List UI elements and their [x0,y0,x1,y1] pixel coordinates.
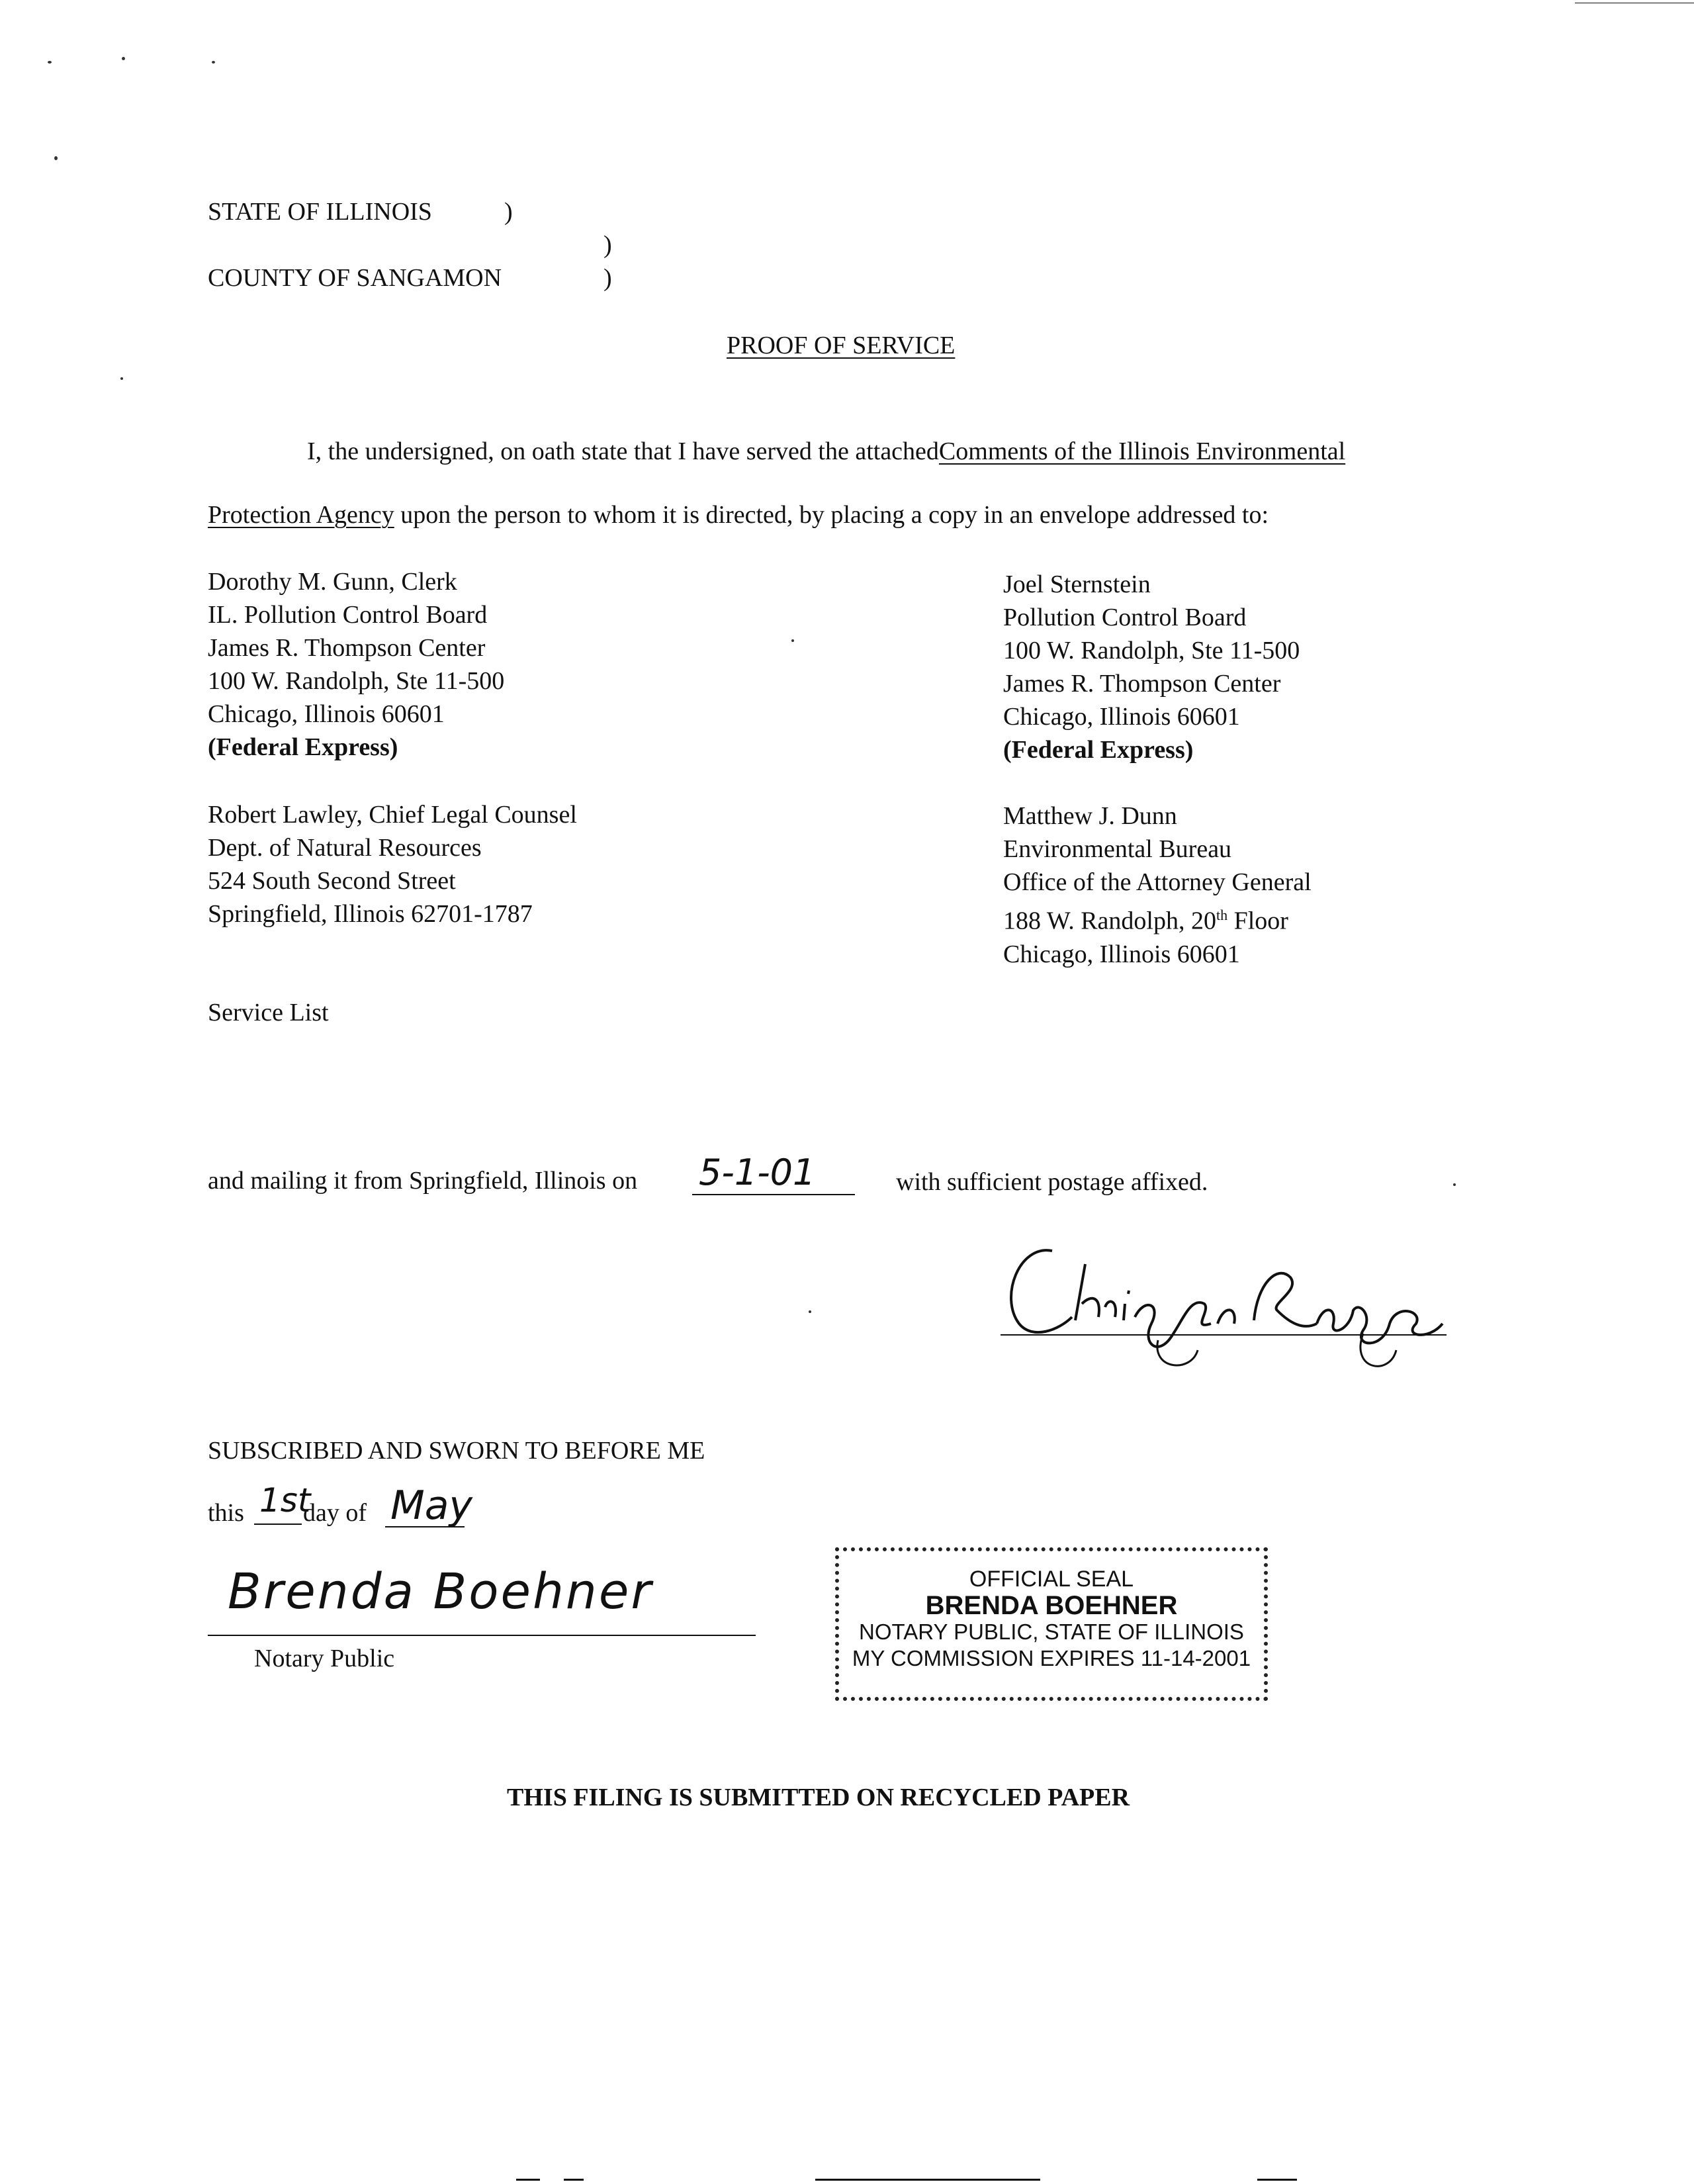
notary-public-label: Notary Public [254,1645,395,1672]
address-line: Springfield, Illinois 62701-1787 [208,900,533,928]
address-line: Dept. of Natural Resources [208,834,482,862]
date-underline [692,1194,855,1195]
address-line: Pollution Control Board [1003,604,1247,631]
handwritten-month: May [390,1482,473,1529]
state-caption: STATE OF ILLINOIS [208,198,432,226]
signature-line [1001,1334,1447,1336]
scan-edge-mark [564,2179,584,2181]
scan-edge-mark [516,2179,540,2181]
body-intro [307,437,1345,466]
county-caption: COUNTY OF SANGAMON [208,264,502,292]
handwritten-day: 1st [259,1481,311,1520]
ordinal-suffix: th [1216,907,1228,923]
address-line: Robert Lawley, Chief Legal Counsel [208,801,577,829]
scan-speck [791,639,794,642]
delivery-method: (Federal Express) [1003,736,1194,764]
address-dunn [1003,799,1312,971]
seal-line: OFFICIAL SEAL [969,1567,1134,1592]
mailing-suffix: with sufficient postage affixed. [896,1168,1208,1196]
document-name: Comments of the Illinois Environmental [938,437,1346,465]
document-name-cont: Protection Agency [208,501,394,529]
address-line: IL. Pollution Control Board [208,601,488,629]
address-gunn [208,565,504,764]
document-title: PROOF OF SERVICE [727,332,956,359]
address-line-text: Floor [1227,907,1288,935]
signature-image [993,1224,1456,1377]
scan-speck [48,61,52,64]
seal-line: NOTARY PUBLIC, STATE OF ILLINOIS [859,1619,1244,1644]
month-underline [385,1526,465,1527]
scan-edge-mark [815,2179,1040,2181]
recycled-paper-notice: THIS FILING IS SUBMITTED ON RECYCLED PAPER [507,1784,1130,1811]
address-line: 100 W. Randolph, Ste 11-500 [1003,637,1300,664]
address-line: Matthew J. Dunn [1003,802,1177,830]
address-line: Dorothy M. Gunn, Clerk [208,568,457,596]
scan-speck [54,156,58,160]
address-line: Environmental Bureau [1003,835,1232,863]
address-sternstein [1003,568,1300,766]
address-line-text: 188 W. Randolph, 20 [1003,907,1216,935]
jurat-heading: SUBSCRIBED AND SWORN TO BEFORE ME [208,1437,705,1465]
address-line [1003,899,1312,938]
intro-text: I, the undersigned, on oath state that I have served the attached [307,437,939,465]
day-underline [254,1524,302,1525]
address-line: Office of the Attorney General [1003,868,1312,896]
caption-paren: ) [603,231,612,259]
caption-paren: ) [603,264,612,292]
address-line: 524 South Second Street [208,867,456,895]
body-intro-continued [208,500,1269,529]
scan-speck [122,57,125,60]
service-list: Service List [208,999,329,1026]
scan-speck [212,61,215,64]
intro-rest: upon the person to whom it is directed, by placing a copy in an envelope addressed to: [400,501,1269,529]
caption-paren: ) [504,198,513,226]
scan-speck [809,1310,811,1313]
address-line: Chicago, Illinois 60601 [1003,940,1240,968]
notary-seal-stamp [835,1547,1268,1701]
address-line: Chicago, Illinois 60601 [208,700,445,728]
scan-speck [1453,1183,1456,1186]
scan-speck [120,377,123,380]
jurat-day-of: day of [303,1499,367,1527]
address-lawley [208,798,577,931]
delivery-method: (Federal Express) [208,733,398,761]
address-line: James R. Thompson Center [1003,670,1281,698]
scan-edge-mark [1257,2179,1297,2181]
seal-line: MY COMMISSION EXPIRES 11-14-2001 [852,1646,1251,1670]
signature-text: Chris R. Roby [993,1224,997,1225]
address-line: Joel Sternstein [1003,570,1151,598]
address-line: 100 W. Randolph, Ste 11-500 [208,667,505,695]
notary-signature-line [208,1635,756,1636]
seal-line: BRENDA BOEHNER [925,1591,1178,1620]
mailing-prefix: and mailing it from Springfield, Illinois on [208,1167,638,1195]
address-line: Chicago, Illinois 60601 [1003,703,1240,731]
handwritten-mailing-date: 5-1-01 [699,1152,816,1193]
notary-signature: Brenda Boehner [228,1563,653,1620]
jurat-this: this [208,1499,244,1527]
address-line: James R. Thompson Center [208,634,486,662]
